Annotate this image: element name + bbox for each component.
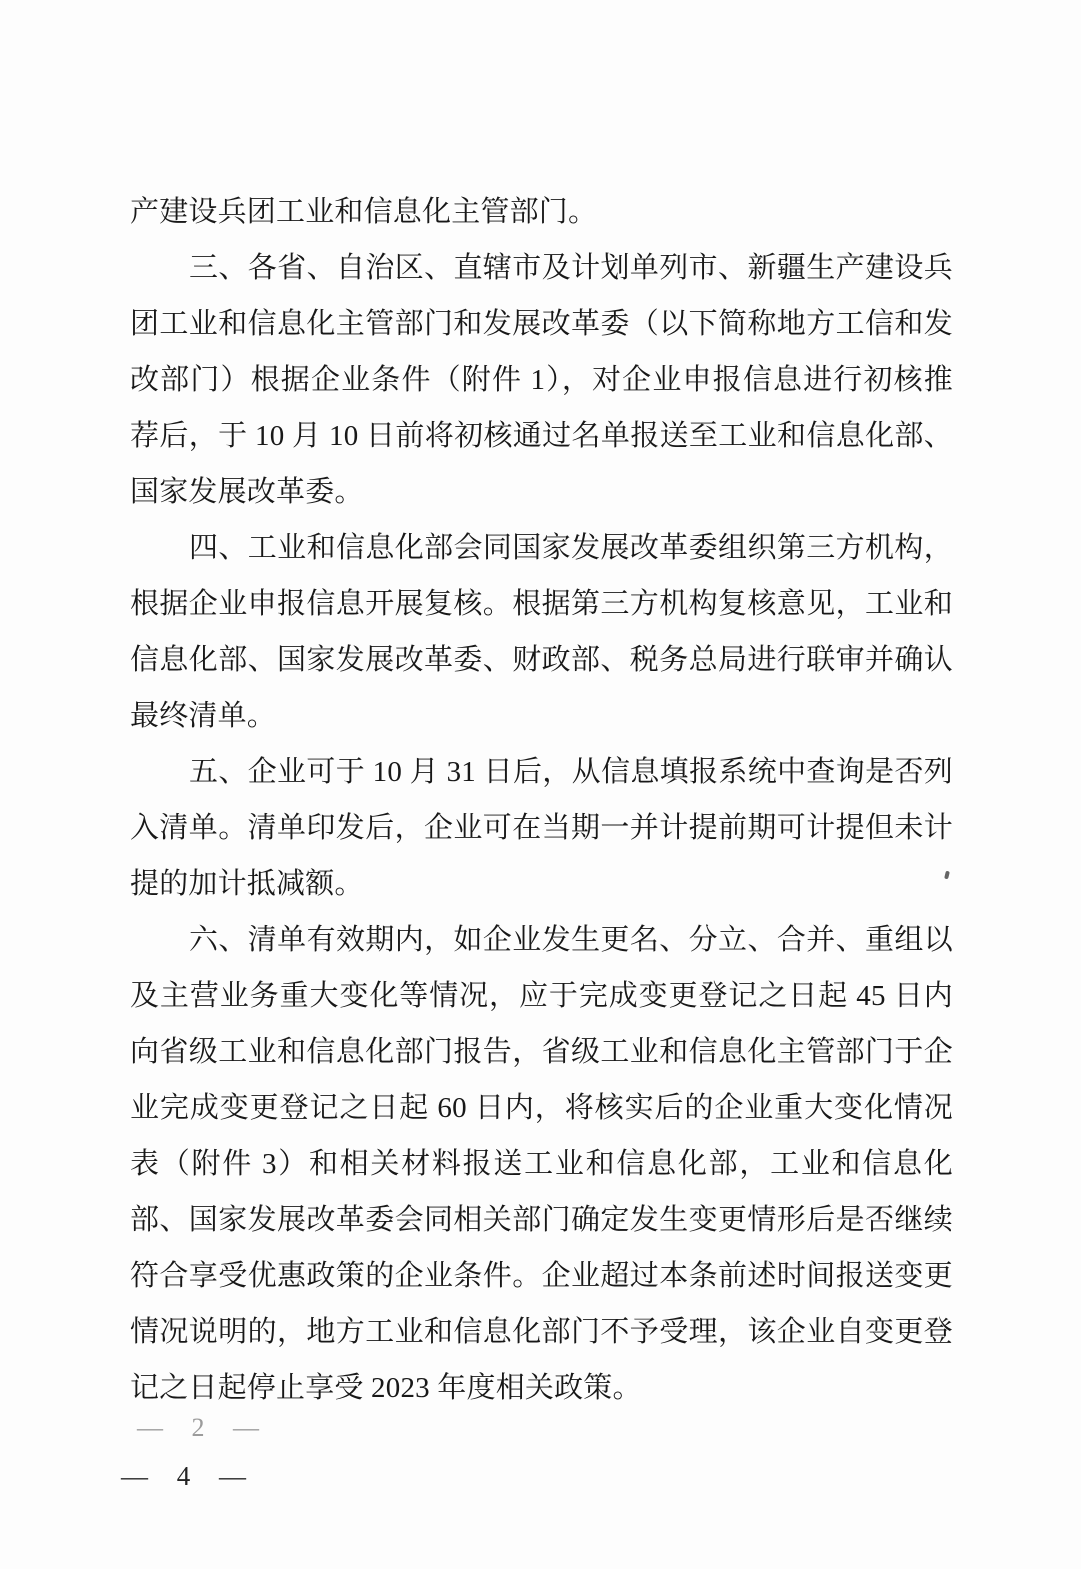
paragraph-item-four: 四、工业和信息化部会同国家发展改革委组织第三方机构，根据企业申报信息开展复核。根据第三方机构复核意见，工业和信息化部、国家发展改革委、财政部、税务总局进行联审并确认最终清单。 [130, 532, 953, 732]
document-body [130, 184, 953, 1416]
paragraph-continuation: 产建设兵团工业和信息化主管部门。 [130, 196, 598, 228]
paragraph-item-six: 六、清单有效期内，如企业发生更名、分立、合并、重组以及主营业务重大变化等情况，应于完成变更登记之日起 45 日内向省级工业和信息化部门报告，省级工业和信息化主管部门于企业完成变更登记之日起 60 日内，将核实后的企业重大变化情况表（附件 3）和相关材料报送工业和信息化部，工业和信息化部、国家发展改革委会同相关部门确定发生变更情形后是否继续符合享受优惠政策的企业条件。企业超过本条前述时间报送变更情况说明的，地方工业和信息化部门不予受理，该企业自变更登记之日起停止享受 2023 年度相关政策。 [130, 924, 953, 1404]
paragraph-item-five: 五、企业可于 10 月 31 日后，从信息填报系统中查询是否列入清单。清单印发后，企业可在当期一并计提前期可计提但未计提的加计抵减额。 [130, 756, 953, 900]
page-number-previous-faint: — 2 — [137, 1413, 264, 1442]
paragraph-item-three: 三、各省、自治区、直辖市及计划单列市、新疆生产建设兵团工业和信息化主管部门和发展改革委（以下简称地方工信和发改部门）根据企业条件（附件 1），对企业申报信息进行初核推荐后，于 10 月 10 日前将初核通过名单报送至工业和信息化部、国家发展改革委。 [130, 252, 953, 508]
page-number: — 4 — [121, 1461, 251, 1491]
